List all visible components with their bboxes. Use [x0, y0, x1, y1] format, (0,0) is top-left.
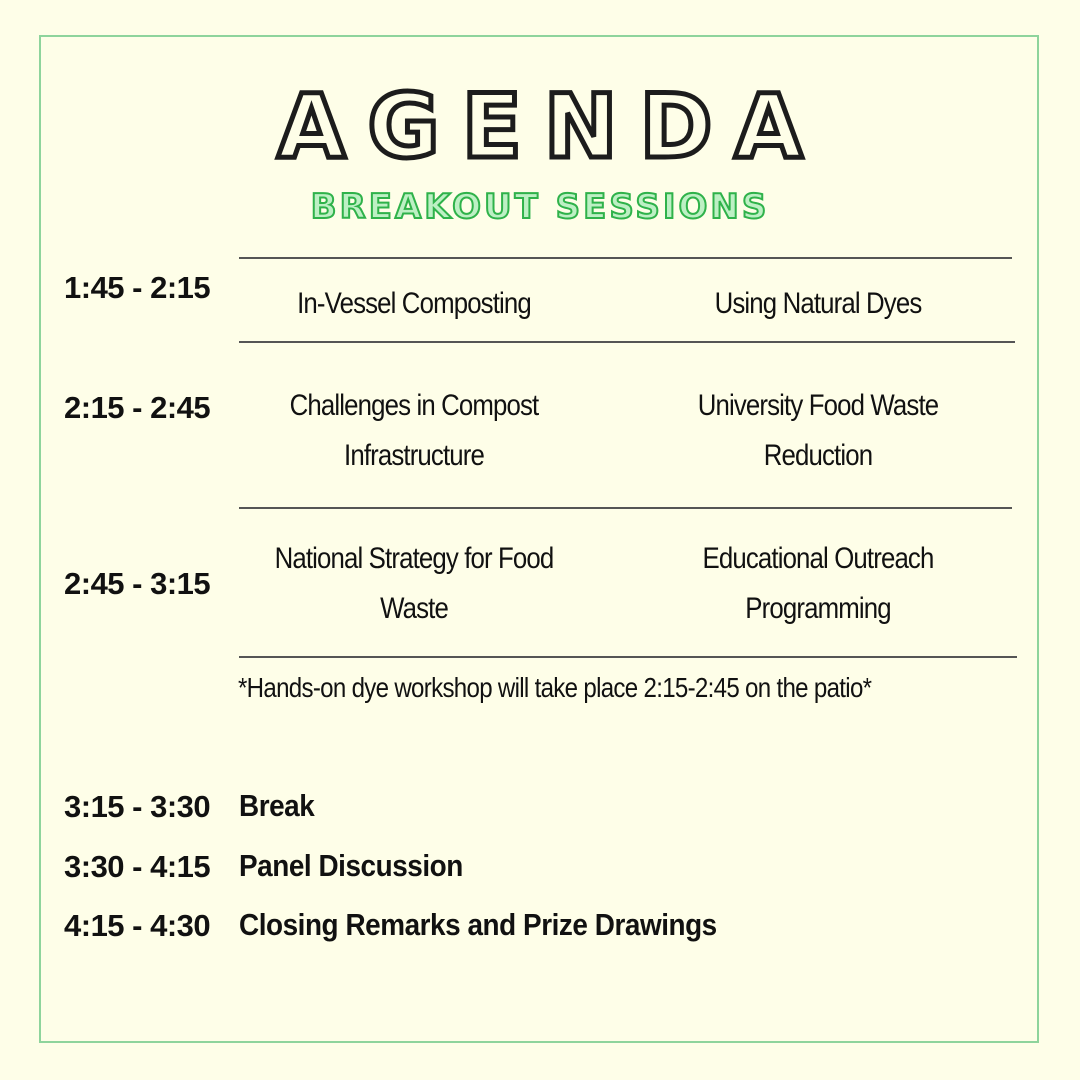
divider	[239, 656, 1017, 658]
schedule-time: 3:30 - 4:15	[64, 849, 211, 884]
breakout-session: In-Vessel Composting	[297, 287, 531, 320]
breakout-session: Educational Outreach Programming	[702, 542, 934, 625]
schedule-title: Break	[239, 788, 315, 823]
breakout-time: 1:45 - 2:15	[64, 270, 211, 305]
schedule-title: Closing Remarks and Prize Drawings	[239, 907, 717, 942]
divider	[239, 507, 1012, 509]
divider	[239, 341, 1015, 343]
breakout-session: Using Natural Dyes	[714, 287, 922, 320]
workshop-note: *Hands-on dye workshop will take place 2:15-2:45 on the patio*	[238, 672, 872, 703]
schedule-time: 4:15 - 4:30	[64, 908, 211, 943]
divider	[239, 257, 1012, 259]
page-subtitle: BREAKOUT SESSIONS	[310, 187, 770, 227]
schedule-time: 3:15 - 3:30	[64, 789, 211, 824]
breakout-session: Challenges in Compost Infrastructure	[289, 389, 539, 472]
breakout-session: University Food Waste Reduction	[697, 389, 939, 472]
page-title: AGENDA	[277, 75, 825, 178]
breakout-time: 2:45 - 3:15	[64, 566, 211, 601]
breakout-session: National Strategy for Food Waste	[274, 542, 554, 625]
schedule-title: Panel Discussion	[239, 848, 463, 883]
breakout-time: 2:15 - 2:45	[64, 390, 211, 425]
